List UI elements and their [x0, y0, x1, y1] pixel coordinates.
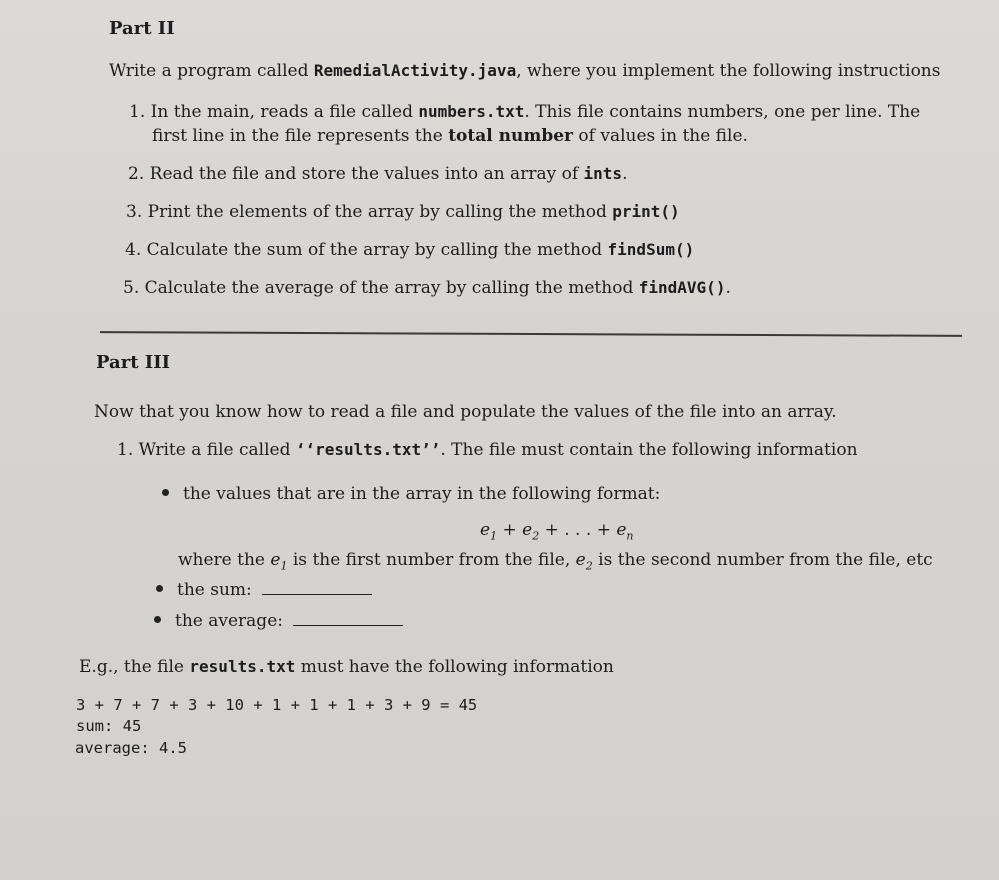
part3-item-1 — [117, 440, 858, 460]
where-text: where the — [178, 550, 271, 570]
item-text: Calculate the sum of the array by calling the method — [146, 240, 608, 260]
section-divider — [100, 331, 962, 336]
sum-blank-line — [262, 593, 372, 595]
bullet-dot — [162, 489, 169, 496]
output-line-values: 3 + 7 + 7 + 3 + 10 + 1 + 1 + 1 + 3 + 9 = 45 — [76, 696, 478, 714]
item-code: ints — [583, 164, 623, 183]
bullet-format — [162, 484, 660, 504]
item-number: 2. — [128, 164, 145, 184]
example-intro — [79, 657, 614, 677]
item-text: Calculate the average of the array by calling the method — [144, 278, 639, 298]
item-code: print() — [612, 202, 680, 221]
where-text-2: is the first number from the file, — [287, 550, 576, 570]
formula-plus: + — [544, 520, 559, 540]
part3-heading: Part III — [96, 352, 171, 373]
part2-intro-pre: Write a program called — [109, 61, 314, 81]
average-blank-line — [293, 624, 403, 626]
item-text: Print the elements of the array by calling the method — [147, 202, 613, 222]
part2-intro-filename: RemedialActivity.java — [313, 61, 517, 80]
bullet-text: the sum: — [177, 580, 252, 600]
item-text-post: . This file contains numbers, one per line. The — [524, 102, 921, 122]
item-bold-text: total number — [448, 126, 573, 146]
part2-intro-post: , where you implement the following instructions — [516, 61, 941, 81]
item-text: In the main, reads a file called — [150, 102, 419, 122]
bullet-text: the values that are in the array in the following format: — [183, 484, 661, 504]
output-line-average: average: 4.5 — [75, 739, 187, 757]
bullet-dot — [156, 585, 163, 592]
part2-item-1-line2 — [152, 126, 748, 146]
where-e1: $e_1$ — [270, 550, 288, 573]
item-text-post: . — [622, 164, 628, 184]
item-filename: ‘‘results.txt’’ — [295, 440, 441, 459]
example-text: E.g., the file — [79, 657, 190, 677]
where-explanation — [178, 550, 933, 572]
item-text: Read the file and store the values into an array of — [149, 164, 584, 184]
example-text-post: must have the following information — [295, 657, 614, 677]
item-number: 1. — [117, 440, 134, 460]
item-code: numbers.txt — [418, 102, 525, 121]
bullet-average — [154, 611, 403, 631]
formula-en: $e_n$ — [616, 520, 634, 543]
where-e2: $e_2$ — [575, 550, 593, 573]
output-line-sum: sum: 45 — [76, 717, 142, 735]
bullet-dot — [154, 616, 161, 623]
where-text-3: is the second number from the file, etc — [592, 550, 933, 570]
item-text-post: . — [725, 278, 731, 298]
item-number: 3. — [126, 202, 143, 222]
formula-e2: $e_2$ — [522, 520, 540, 543]
part2-item-2 — [128, 164, 627, 184]
item-text: first line in the file represents the — [152, 126, 449, 146]
part2-item-4 — [125, 240, 694, 260]
item-text-post: . The file must contain the following information — [440, 440, 858, 460]
formula — [480, 520, 634, 542]
formula-plus: + — [502, 520, 517, 540]
part2-intro — [109, 61, 940, 81]
bullet-sum — [156, 580, 372, 600]
part2-item-3 — [126, 202, 680, 222]
item-code: findAVG() — [638, 278, 726, 297]
item-text: Write a file called — [138, 440, 296, 460]
bullet-text: the average: — [175, 611, 283, 631]
part2-heading: Part II — [109, 18, 175, 39]
item-number: 1. — [129, 102, 146, 122]
formula-plus: + — [596, 520, 611, 540]
example-filename: results.txt — [189, 657, 296, 676]
part2-item-1 — [129, 102, 920, 122]
item-number: 5. — [123, 278, 140, 298]
item-code: findSum() — [607, 240, 695, 259]
item-text-post: of values in the file. — [573, 126, 748, 146]
item-number: 4. — [125, 240, 142, 260]
formula-e1: $e_1$ — [480, 520, 498, 543]
part3-intro: Now that you know how to read a file and populate the values of the file into an array. — [94, 402, 837, 422]
part2-item-5 — [123, 278, 731, 298]
formula-dots: . . . — [564, 520, 592, 540]
